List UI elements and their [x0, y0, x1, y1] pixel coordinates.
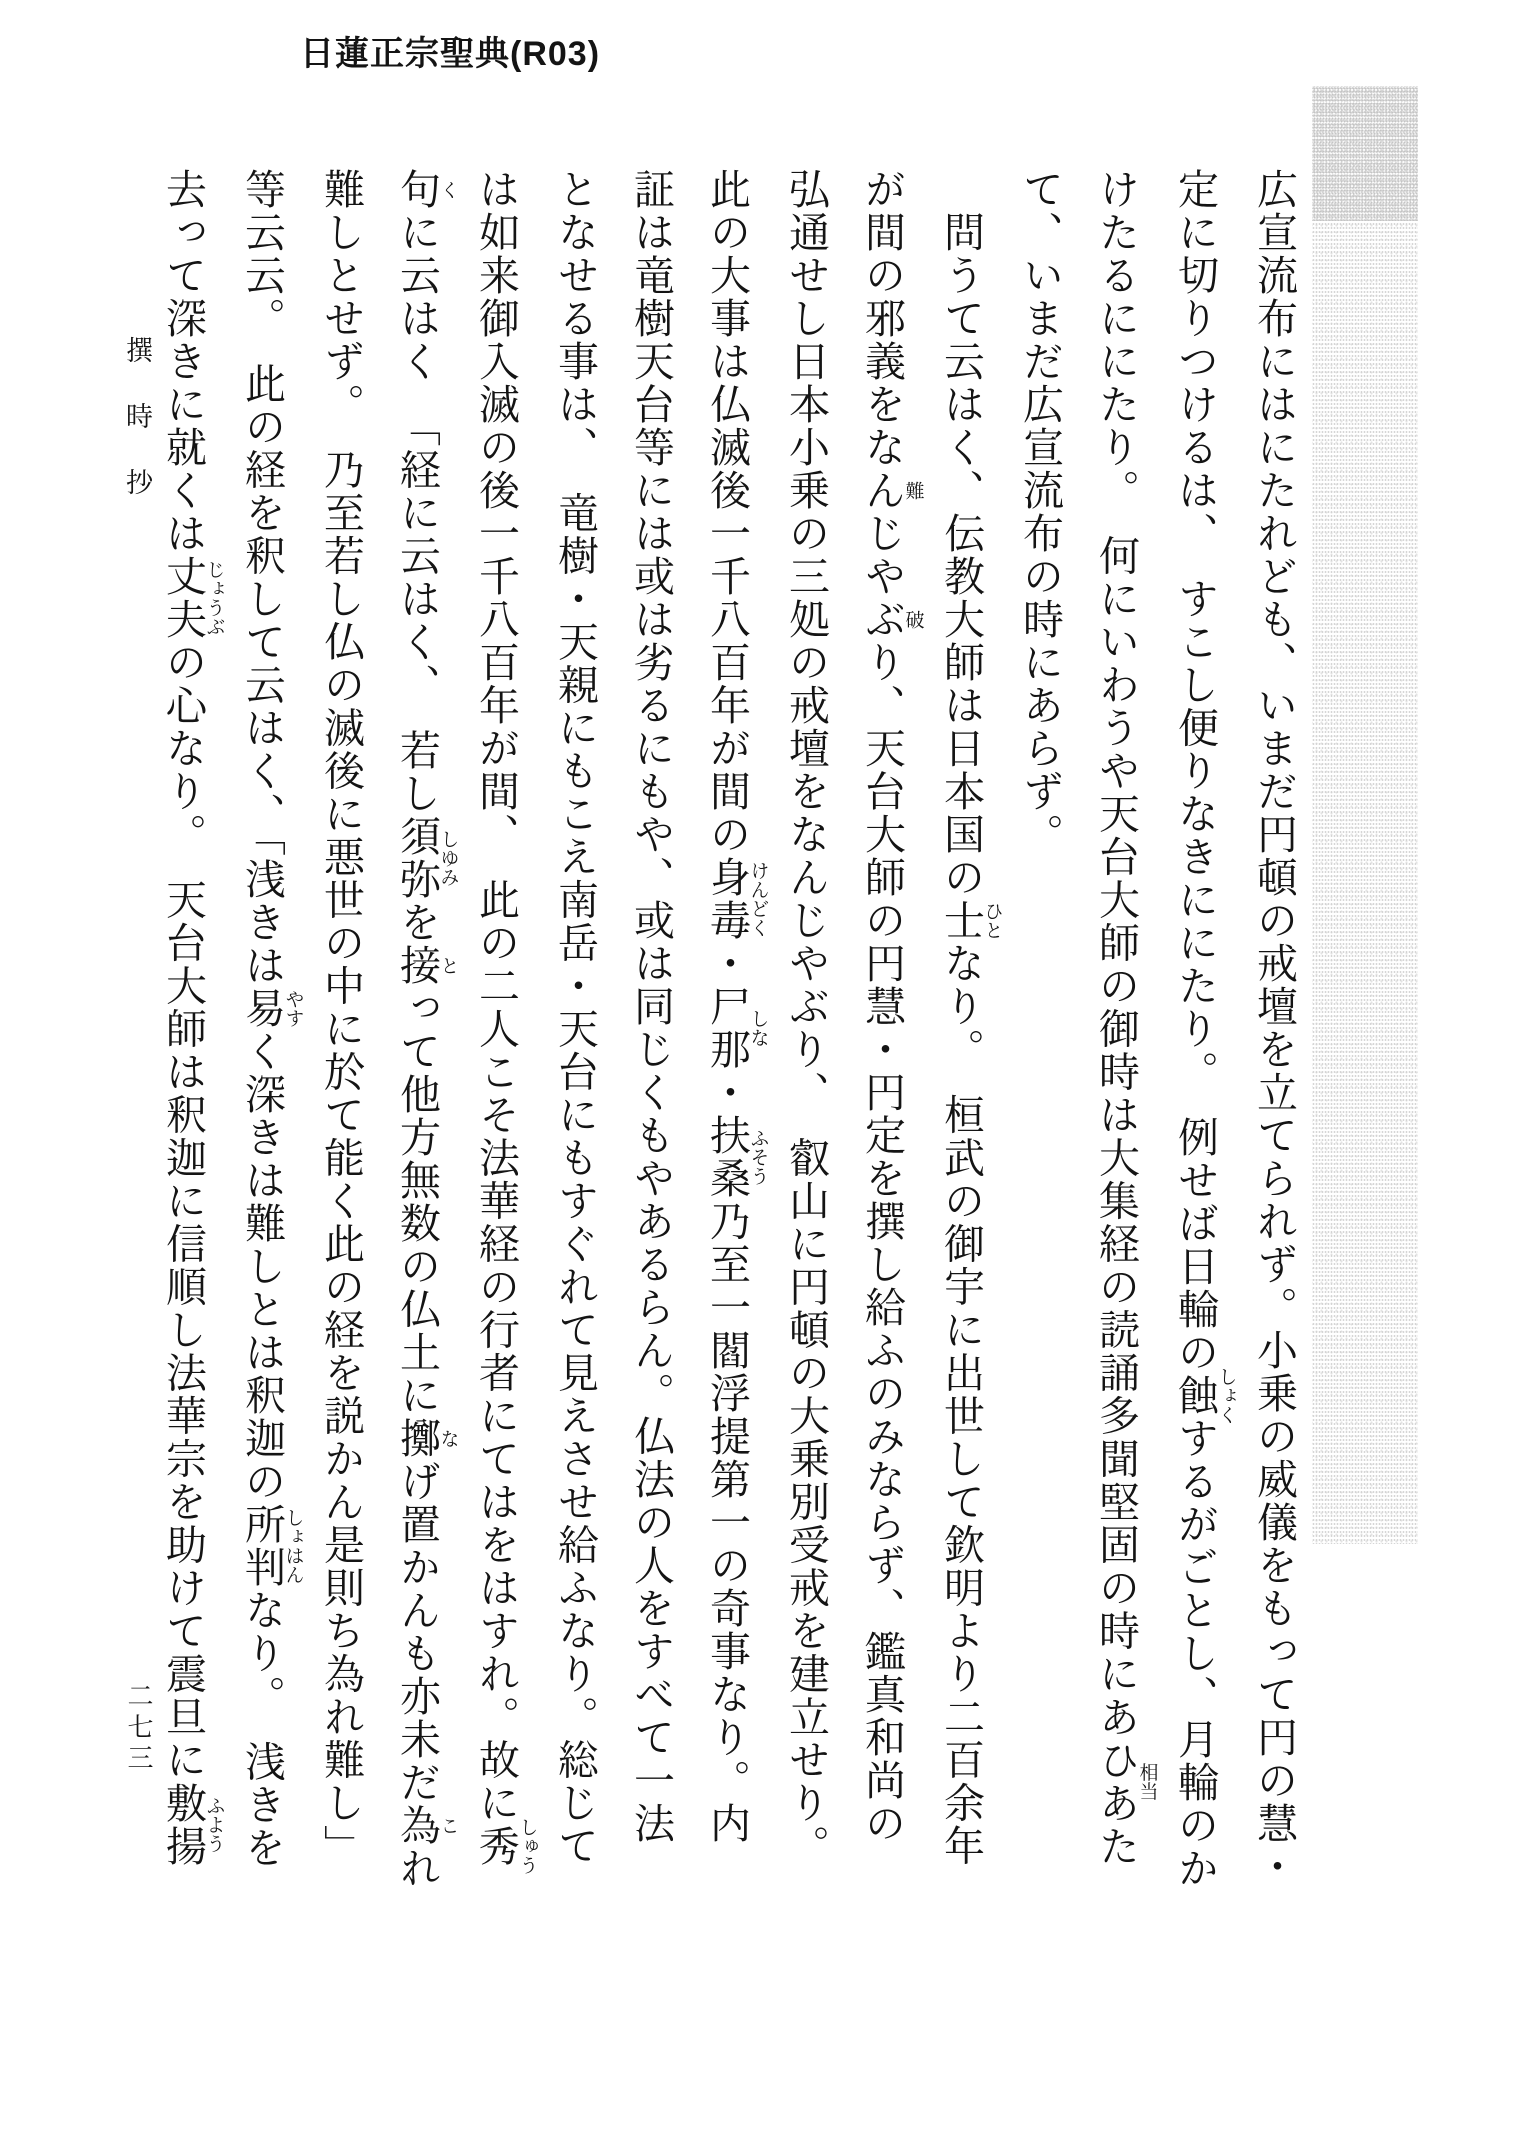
text-column-11: は如来御入滅の後一千八百年が間、 此の二人こそ法華経の行者にてはをはすれ。故に秀しゅう	[473, 168, 538, 1875]
ruby-annotated-text: 敷揚ふよう	[160, 1781, 225, 1868]
text-column-1: 広宣流布にはにたれども、いまだ円頓の戒壇を立てられず。小乗の威儀をもって円の慧・	[1251, 168, 1297, 1888]
text-column-7: 弘通せし日本小乗の三処の戒壇をなんじやぶり、 叡山に円頓の大乗別受戒を建立せり。	[783, 168, 829, 1868]
scan-noise-band	[1312, 86, 1418, 1544]
ruby-annotated-text: 扶桑ふそう	[704, 1114, 769, 1200]
text-column-6: が間の邪義をなんじ難やぶり破、天台大師の円慧・円定を撰し給ふのみならず、鑑真和尚の	[859, 168, 924, 1845]
ruby-annotated-text: 須弥しゆみ	[394, 815, 459, 901]
ruby-annotated-text: 士ひと	[938, 899, 1003, 942]
ruby-annotated-text: 尸那しな	[704, 985, 769, 1071]
text-column-10: となせる事は、 竜樹・天親にもこえ南岳・天台にもすぐれて見えさせ給ふなり。総じて	[552, 168, 598, 1868]
text-column-13: 難しとせず。 乃至若し仏の滅後に悪世の中に於て能く此の経を説かん是則ち為れ難し」	[318, 168, 364, 1868]
text-column-9: 証は竜樹天台等には或は劣るにもや、或は同じくもやあるらん。仏法の人をすべて一法	[628, 168, 674, 1845]
text-column-8: 此の大事は仏滅後一千八百年が間の身毒けんどく・尸那しな・扶桑ふそう乃至一閻浮提第一の奇事なり。内	[704, 168, 769, 1845]
ruby-annotated-text: やぶり破	[859, 555, 924, 684]
ruby-annotated-text: 為こ	[394, 1804, 459, 1847]
text-column-15: 去って深きに就くは丈夫じょうぶの心なり。 天台大師は釈迦に信順し法華宗を助けて震旦に敷揚ふよう	[160, 168, 225, 1868]
ruby-annotated-text: なんじ難	[859, 426, 924, 555]
ruby-annotated-text: 身毒けんどく	[704, 856, 769, 942]
text-column-4: て、いまだ広宣流布の時にあらず。	[1017, 168, 1063, 856]
ruby-annotated-text: 丈夫じょうぶ	[160, 555, 225, 641]
page-number: 二七三	[124, 1682, 153, 1775]
ruby-annotated-text: 接と	[394, 944, 459, 987]
ruby-annotated-text: あひあた相当	[1093, 1695, 1158, 1868]
text-column-2: 定に切りつけるは、 すこし便りなきににたり。 例せば日輪の蝕しょくするがごとし、月輪のか	[1172, 168, 1237, 1890]
text-column-5: 問うて云はく、伝教大師は日本国の士ひとなり。 桓武の御宇に出世して欽明より二百余年	[938, 168, 1003, 1868]
ruby-annotated-text: 句く	[394, 168, 459, 211]
book-title: 日蓮正宗聖典(R03)	[300, 35, 601, 73]
ruby-annotated-text: 秀しゅう	[473, 1817, 538, 1875]
ruby-annotated-text: 易やす	[239, 987, 304, 1030]
ruby-annotated-text: 蝕しょく	[1172, 1367, 1237, 1424]
ruby-annotated-text: 擲な	[394, 1417, 459, 1460]
text-column-14: 等云云。 此の経を釈して云はく、「浅きは易やすく深きは難しとは釈迦の所判しょはんなり。 浅きを	[239, 168, 304, 1870]
text-columns	[160, 168, 1312, 1968]
chapter-title: 撰 時 抄	[122, 336, 152, 501]
text-column-3: けたるににたり。 何にいわうや天台大師の御時は大集経の読誦多聞堅固の時にあひあた相当	[1093, 168, 1158, 1868]
ruby-annotated-text: 所判しょはん	[239, 1503, 304, 1589]
text-column-12: 句くに云はく 「経に云はく、 若し須弥しゆみを接とって他方無数の仏土に擲なげ置かんも亦未だ為これ	[394, 168, 459, 1890]
